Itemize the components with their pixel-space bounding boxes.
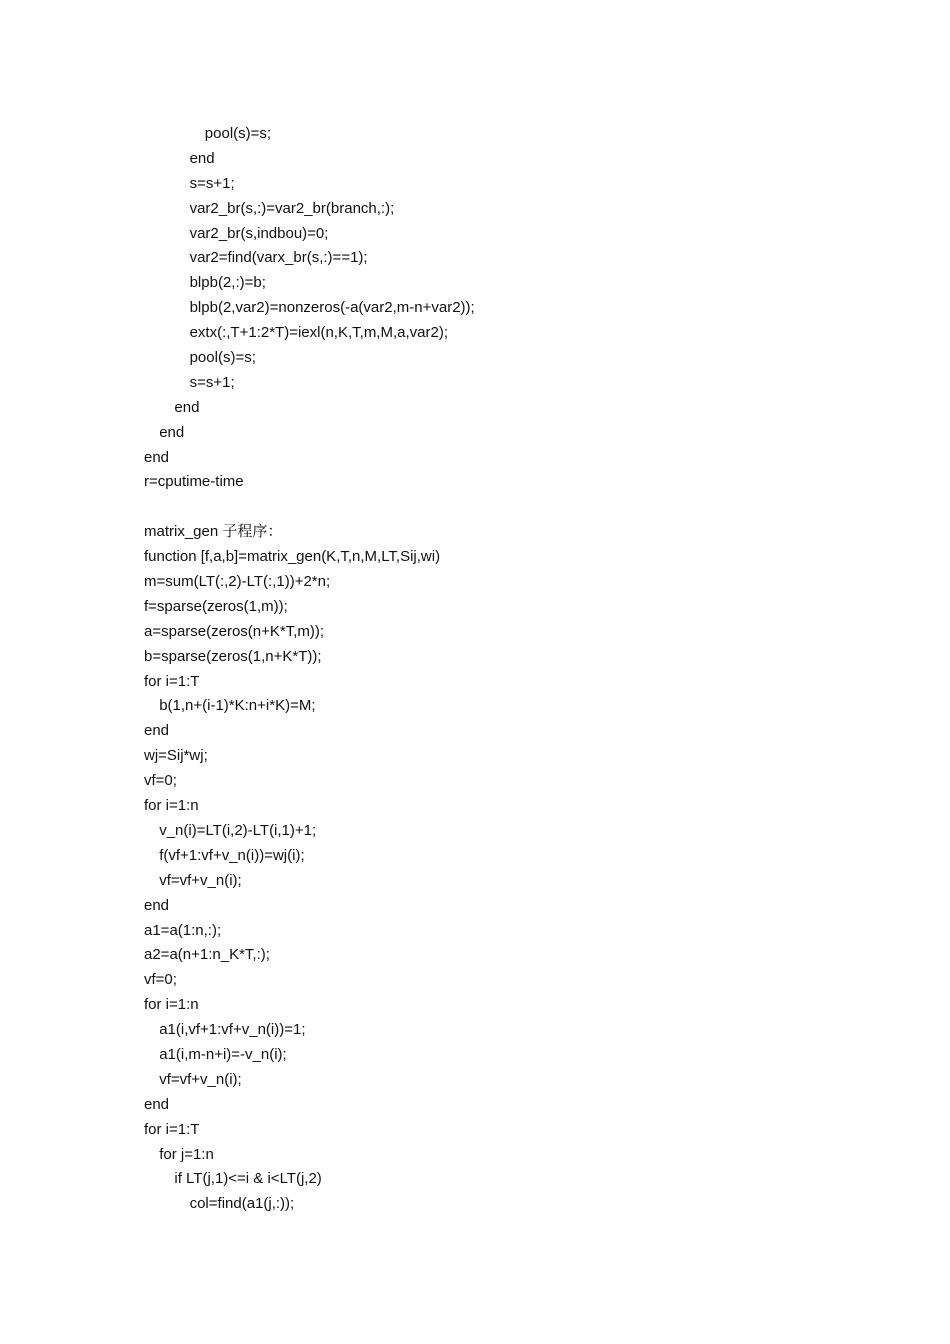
code-line: if LT(j,1)<=i & i<LT(j,2) (174, 1170, 322, 1188)
code-line: m=sum(LT(:,2)-LT(:,1))+2*n; (144, 573, 331, 591)
code-line: b=sparse(zeros(1,n+K*T)); (144, 647, 322, 665)
code-line: a=sparse(zeros(n+K*T,m)); (144, 622, 325, 640)
code-line: pool(s)=s; (204, 125, 272, 142)
code-line: f(vf+1:vf+v_n(i))=wj(i); (159, 846, 305, 864)
code-line: for i=1:n (144, 996, 199, 1014)
code-line: for j=1:n (159, 1145, 214, 1163)
code-line: extx(:,T+1:2*T)=iexl(n,K,T,m,M,a,var2); (189, 324, 448, 342)
code-line: s=s+1; (189, 373, 235, 391)
code-line: a1=a(1:n,:); (144, 921, 222, 939)
code-line: end (189, 149, 215, 167)
code-line: end (144, 448, 170, 466)
code-line: b(1,n+(i-1)*K:n+i*K)=M; (159, 697, 316, 715)
code-line: pool(s)=s; (189, 349, 256, 367)
code-line: blpb(2,var2)=nonzeros(-a(var2,m-n+var2)); (189, 299, 475, 317)
code-line: for i=1:T (144, 1120, 200, 1138)
code-line: col=find(a1(j,:)); (189, 1195, 295, 1213)
code-line: a1(i,m-n+i)=-v_n(i); (159, 1045, 287, 1063)
code-line: end (174, 398, 200, 416)
code-line: wj=Sij*wj; (144, 747, 208, 765)
code-line: r=cputime-time (144, 473, 244, 491)
code-line: end (144, 1095, 170, 1113)
code-line: vf=0; (144, 971, 177, 989)
document-page (144, 122, 904, 1217)
code-line: a1(i,vf+1:vf+v_n(i))=1; (159, 1021, 306, 1039)
code-line: end (159, 423, 185, 441)
code-line: vf=vf+v_n(i); (159, 1070, 242, 1088)
code-line: vf=0; (144, 772, 177, 790)
code-line: v_n(i)=LT(i,2)-LT(i,1)+1; (159, 821, 317, 839)
code-line: a2=a(n+1:n_K*T,:); (144, 946, 270, 964)
code-line: var2_br(s,indbou)=0; (189, 224, 329, 242)
code-line: vf=vf+v_n(i); (159, 871, 242, 889)
blank-line (144, 495, 904, 520)
code-line: blpb(2,:)=b; (189, 274, 266, 292)
code-line: f=sparse(zeros(1,m)); (144, 597, 288, 615)
code-line: for i=1:n (144, 797, 199, 815)
code-line: end (144, 896, 170, 914)
code-line: for i=1:T (144, 672, 200, 690)
code-line: var2=find(varx_br(s,:)==1); (189, 249, 368, 267)
code-line: matrix_gen 子程序： (144, 523, 283, 541)
code-line: function [f,a,b]=matrix_gen(K,T,n,M,LT,Sij,wi) (144, 548, 441, 566)
code-line: s=s+1; (189, 174, 235, 192)
code-line: end (144, 722, 170, 740)
code-line: var2_br(s,:)=var2_br(branch,:); (189, 199, 395, 217)
